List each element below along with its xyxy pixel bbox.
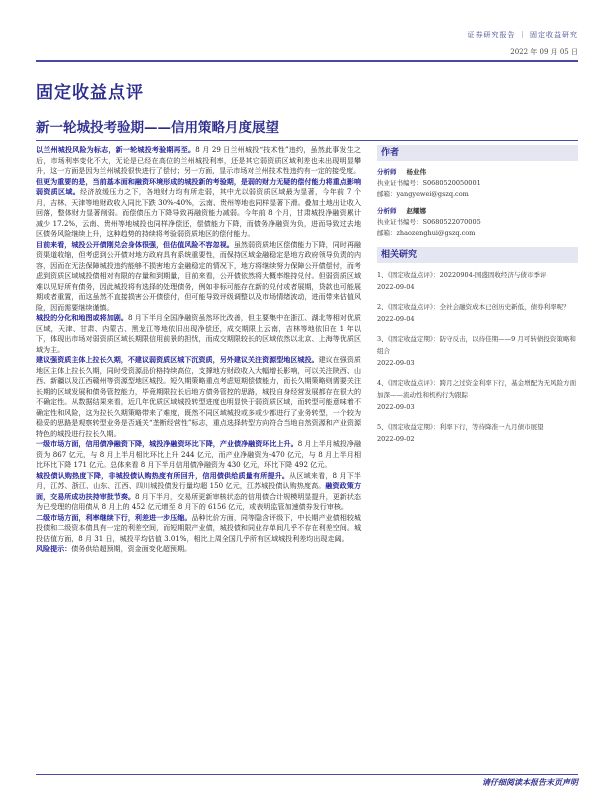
related-item[interactable]	[377, 301, 578, 325]
body-paragraph	[36, 240, 361, 314]
header-divider	[36, 60, 578, 62]
related-item-title: 2、《固定收益点评》：全社会融资成本已创历史新低，债券利率呢？	[377, 303, 570, 311]
paragraph-text: 8 月上半月城投净融资为 867 亿元，与 8 月上半月相比环比上升 244 亿元，而产业净融资为-470 亿元，与 8 月上半月相比环比下降 171 亿元。总体来看 8 月下半月信用债净融资为 430 亿元，环比下降 492 亿元。	[36, 439, 361, 469]
risk-warning	[36, 544, 361, 555]
paragraph-heading: 建议强资质主体上拉长久期，不建议弱资质区城下沉资质，另外建议关注资源型地区城投。	[36, 355, 319, 364]
paragraph-text: 经济放缓压力之下，各地财力均有所走弱，其中尤以弱资质区域最为显著，今年前 7 个月，吉林、天津等地财政收入同比下跌 30%-40%，云南、贵州等地也同样显著下滑。叠加土地出让收入回落，整体财力显著削弱。而偿债压力下降导致再融资能力减弱。今年前 8 个月，甘肃城投净融资累计减少 17.2%，云南、贵州等地城投也同样净偿还，偿债能力下降，而债务净融资为负，进而导致过去地区债务风险继续上升，这种趋势的持续将考验弱资质地区的偿付能力。	[36, 187, 361, 238]
body-paragraph	[36, 355, 361, 439]
body-paragraph	[36, 439, 361, 471]
paragraph-text: 8 月下半月全国净融资虽然环比改善，但主要集中在浙江、湖北等相对优质区域，天津、甘肃、内蒙古、黑龙江等地依旧出现净偿还，成交期限上云南，吉林等地依旧在 1 年以下，体现出市场对弱资质区域长期限信用前景的担忧，而成交期限较长的区域依然以北京、上海等优质区域为主。	[36, 313, 361, 354]
related-item[interactable]	[377, 377, 578, 413]
email-label: 邮箱：	[377, 190, 397, 198]
authors-section-heading: 作者	[377, 145, 578, 161]
related-research-list	[377, 269, 578, 445]
related-item[interactable]	[377, 333, 578, 369]
body-paragraph	[36, 145, 361, 177]
footer-divider	[36, 774, 578, 775]
related-research-heading: 相关研究	[377, 247, 578, 263]
related-item[interactable]	[377, 269, 578, 293]
related-item-date: 2022-09-02	[377, 435, 415, 443]
analyst-name: 杨业伟	[406, 168, 426, 176]
paragraph-text: 建议在强资质地区主体上拉长久期，同时受资源品价格持续高位，支撑地方财政收入大幅增长影响，可以关注陕西、山西、新疆以及江西赣州等资源型地区城投。短久期策略重点考虑短期偿债能力，而长久期策略则需要关注长期的区域发展和债务管控能力，毕竟期限拉长后地方债务管控的思路，城投自身经营发展都存在很大的不确定性。从数据结果来看，近几年优质区域城投转型进度也明显快于弱资质区域，而转型可能意味着不确定性和风险，这为拉长久期策略带来了难度，既然不同区域城投或多或少都进行了业务转型，一个较为稳妥的思路是观察转型业务是否通关“垄断经营性”标志，重点选择转型方向符合当地自然资源和产业资源特色的城投进行拉长久期。	[36, 355, 361, 438]
related-item-date: 2022-09-04	[377, 315, 415, 323]
paragraph-text: 8 月下半月，交易所更新审核状态的信用债合计规模明显提升，更新状态为已受理的信用债从 8 月上的 452 亿元增至 8 月下的 6156 亿元，或表明监管加速债券发行审核。	[36, 491, 361, 511]
cert-number: S0680522070005	[422, 218, 481, 226]
disclaimer-footer: 请仔细阅读本报告末页声明	[482, 777, 578, 787]
related-item-date: 2022-09-04	[377, 283, 415, 291]
risk-heading: 风险提示：	[36, 544, 72, 553]
cert-label: 执业证书编号：	[377, 179, 423, 187]
analyst-role: 分析师	[377, 207, 397, 215]
body-paragraph	[36, 513, 361, 545]
paragraph-heading: 城投债认购热度下降，非城投债认购热度有所回升，信用债供给质量有所提升。	[36, 470, 290, 480]
paragraph-heading: 城投的分化和地图或将加剧。	[36, 313, 128, 322]
paragraph-heading: 二级市场方面，利率继续下行，利差进一步压缩。	[36, 512, 192, 522]
report-category-header: 证券研究报告 ｜ 固定收益研究	[467, 31, 578, 39]
title-divider	[36, 140, 578, 141]
related-item-title: 4、《固定收益点评》：跨月之过资金利率下行，基金增配为无风险方面加深——流动性和机构行为跟踪	[377, 379, 577, 399]
paragraph-heading: 目前来看，城投公开债刚兑会身体很强，但估值风险不容忽视。	[36, 239, 234, 249]
paragraph-heading: 以兰州城投风险为标志，新一轮城投考验期再至。	[36, 145, 196, 154]
body-paragraph	[36, 471, 361, 513]
related-item-title: 1、《固定收益点评》：20220904-国盛固收经济与债市季评	[377, 271, 547, 279]
analyst-role: 分析师	[377, 168, 397, 176]
email-link[interactable]: yangyewei@gszq.com	[396, 190, 469, 198]
cert-label: 执业证书编号：	[377, 218, 423, 226]
report-date: 2022 年 09 月 05 日	[510, 48, 578, 56]
email-link[interactable]: zhaozenghui@gszq.com	[396, 229, 476, 237]
main-body	[36, 145, 361, 757]
paragraph-text: 从区域来看，8 月下半月，江苏、浙江、山东、江西、四川城投债发行量均超 150 亿元，江苏城投债认购热度高。	[36, 470, 361, 490]
related-item[interactable]	[377, 421, 578, 445]
risk-text: 债务供给超预期，资金面变化超预期。	[71, 544, 192, 553]
paragraph-heading: 一级市场方面，信用债净融资下降，城投净融资环比下降，产业债净融资环比上升。	[36, 439, 298, 448]
paragraph-text: 8 月 29 日兰州城投“技术性”违约，虽然此事发生之后，市场利率变化不大，无论是已经在高位的兰州城投利率，还是其它弱资质区域利差也未出现明显攀升，这一方面是因为兰州城投很快进行了偿付；另一方面，显示市场对兰州技术性违约有一定的接受度。	[36, 145, 361, 175]
cert-number: S0680520050001	[422, 179, 481, 187]
email-label: 邮箱：	[377, 229, 397, 237]
paragraph-text: 品种比价方面，同等隐含评级下，中长期产业债相较城投债和二级资本债具有一定的利差空间，而短期限产业债，城投债和同业存单间几乎不存在利差空间。城投估值方面，8 月 31 日，城投平均估值 3.01%，相比上周全国几乎所有区域城投利差均出现走阔。	[36, 512, 361, 543]
body-paragraph	[36, 313, 361, 355]
sidebar	[377, 145, 578, 453]
paragraph-heading: 融资政策方面，交易所成功扶持审批节奏。	[36, 481, 361, 501]
analyst-name: 赵耀娜	[406, 207, 426, 215]
related-item-title: 3、《固定收益定期》：防守反击，以待佳期——9 月可转债投资策略和组合	[377, 335, 576, 355]
report-type-heading: 固定收益点评	[36, 83, 144, 103]
report-title: 新一轮城投考验期——信用策略月度展望	[36, 120, 279, 136]
paragraph-text: 虽然弱资质地区偿债能力下降，同时再融资渠道收缩，但考虑到公开债对地方政府具有系统重要性，而保持区域金融稳定是地方政府领导负责的内容，因而在无法保障城投违约能够不损害地方金融稳定的情况下，地方将继续努力保障公开债偿付，而考虑到资质区域城投债相对有限的存量和到期量，目前来看，公开债依然将大概率维持兑付。但弱资质区域难以见好所有债务，因此城投将有选择的处理债务，例如非标可能存在新的兑付或者展期，贷款也可能展期或者重置，而这虽然不直接损害公开债偿付，但可能导致评级调整以及市场情绪波动，进而带来估值风险，因而需要继续谨慎。	[36, 239, 361, 312]
paragraph-heading: 但更为重要的是，当前基本面和融资环境形成的城投新的考验期，是弱的财力无疑的偿付能力将重点影响弱资质区域。	[36, 176, 361, 196]
analyst-card	[377, 167, 578, 200]
related-item-date: 2022-09-03	[377, 359, 415, 367]
analyst-card	[377, 206, 578, 239]
body-paragraph	[36, 177, 361, 240]
related-item-date: 2022-09-03	[377, 403, 415, 411]
related-item-title: 5、《固定收益定期》：利率下行，等待降准一九月债市展望	[377, 423, 544, 431]
